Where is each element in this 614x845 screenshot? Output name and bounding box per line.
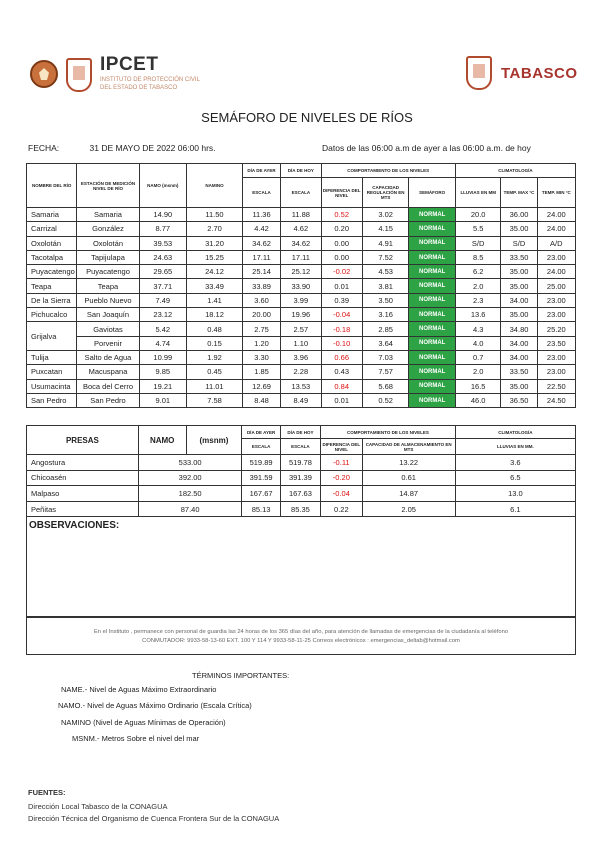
namino-value: 7.58: [187, 393, 243, 407]
letterhead: [26, 52, 586, 100]
semaforo-status: NORMAL: [409, 222, 456, 236]
station-name: Pueblo Nuevo: [77, 293, 139, 307]
table-row: [27, 336, 576, 350]
scale-ayer: 20.00: [242, 308, 280, 322]
state-name: TABASCO: [501, 65, 578, 82]
level-diff: 0.66: [321, 350, 362, 364]
scale-hoy: 25.12: [281, 265, 321, 279]
river-name: San Pedro: [27, 393, 77, 407]
dam-name: Peñitas: [27, 501, 139, 517]
capacity-value: 2.85: [362, 322, 409, 336]
date-value: 31 DE MAYO DE 2022 06:00 hrs.: [89, 143, 216, 153]
table-row: [27, 279, 576, 293]
tmin-value: 23.50: [537, 336, 575, 350]
namo-value: 19.21: [139, 379, 187, 393]
scale-ayer: 3.60: [242, 293, 280, 307]
table-row: [27, 486, 576, 502]
capacity-value: 3.02: [362, 208, 409, 222]
scale-ayer: 8.48: [242, 393, 280, 407]
dam-scale-hoy: 391.39: [280, 470, 320, 486]
col-river: NOMBRE DEL RÍO: [27, 164, 77, 208]
table-row: [27, 379, 576, 393]
namino-value: 0.15: [187, 336, 243, 350]
col-dam-msnm: (msnm): [186, 426, 242, 455]
namino-value: 33.49: [187, 279, 243, 293]
capacity-value: 4.15: [362, 222, 409, 236]
source-line1: Dirección Local Tabasco de la CONAGUA: [28, 802, 168, 811]
semaforo-status: NORMAL: [409, 336, 456, 350]
dam-rain: 6.1: [455, 501, 575, 517]
station-name: Porvenir: [77, 336, 139, 350]
dam-namo: 87.40: [138, 501, 242, 517]
tmax-value: 36.50: [501, 393, 537, 407]
source-line2: Dirección Técnica del Organismo de Cuenca Frontera Sur de la CONAGUA: [28, 814, 280, 823]
org-line2: DEL ESTADO DE TABASCO: [100, 85, 178, 91]
dam-name: Malpaso: [27, 486, 139, 502]
table-row: [27, 236, 576, 250]
observations-box: [26, 516, 576, 617]
rain-value: 2.0: [455, 279, 501, 293]
namo-value: 24.63: [139, 250, 187, 264]
col-capacity: CAPACIDAD REGULACIÓN EN MTS: [362, 178, 409, 208]
river-name: Pichucalco: [27, 308, 77, 322]
col-climate: CLIMATOLOGÍA: [455, 164, 575, 178]
namo-value: 7.49: [139, 293, 187, 307]
table-row: [27, 250, 576, 264]
tabasco-crest-icon: [466, 56, 492, 90]
scale-ayer: 1.20: [242, 336, 280, 350]
station-name: Puyacatengo: [77, 265, 139, 279]
col-dam-capacity: CAPACIDAD DE ALMACENAMIENTO EN MTS: [362, 439, 455, 455]
namino-value: 24.12: [187, 265, 243, 279]
col-scale-hoy: ESCALA: [281, 178, 321, 208]
table-row: [27, 470, 576, 486]
scale-ayer: 17.11: [242, 250, 280, 264]
tmax-value: 35.00: [501, 279, 537, 293]
namino-value: 11.50: [187, 208, 243, 222]
station-name: Salto de Agua: [77, 350, 139, 364]
scale-hoy: 13.53: [281, 379, 321, 393]
col-station: ESTACIÓN DE MEDICIÓN NIVEL DE RÍO: [77, 164, 139, 208]
semaforo-status: NORMAL: [409, 379, 456, 393]
namo-value: 37.71: [139, 279, 187, 293]
semaforo-status: NORMAL: [409, 308, 456, 322]
tmax-value: S/D: [501, 236, 537, 250]
semaforo-status: NORMAL: [409, 350, 456, 364]
col-dam-namo: NAMO: [138, 426, 186, 455]
namo-value: 23.12: [139, 308, 187, 322]
rain-value: 5.5: [455, 222, 501, 236]
table-row: [27, 265, 576, 279]
namo-value: 29.65: [139, 265, 187, 279]
tmin-value: 23.00: [537, 250, 575, 264]
dam-capacity: 13.22: [362, 455, 455, 471]
semaforo-status: NORMAL: [409, 393, 456, 407]
col-presas: PRESAS: [27, 426, 139, 455]
col-dam-diff: DIFERENCIA DEL NIVEL: [321, 439, 362, 455]
term-msnm: MSNM.- Metros Sobre el nivel del mar: [72, 734, 200, 743]
scale-ayer: 2.75: [242, 322, 280, 336]
dam-name: Angostura: [27, 455, 139, 471]
dam-scale-hoy: 167.63: [280, 486, 320, 502]
namo-value: 8.77: [139, 222, 187, 236]
col-dam-rain: LLUVIAS EN MM.: [455, 439, 575, 455]
scale-hoy: 11.88: [281, 208, 321, 222]
capacity-value: 0.52: [362, 393, 409, 407]
capacity-value: 7.57: [362, 365, 409, 379]
level-diff: 0.52: [321, 208, 362, 222]
semaforo-status: NORMAL: [409, 293, 456, 307]
station-name: Boca del Cerro: [77, 379, 139, 393]
namino-value: 11.01: [187, 379, 243, 393]
level-diff: 0.20: [321, 222, 362, 236]
station-name: González: [77, 222, 139, 236]
dam-capacity: 0.61: [362, 470, 455, 486]
table-row: [27, 293, 576, 307]
dam-capacity: 2.05: [362, 501, 455, 517]
table-row: [27, 455, 576, 471]
rain-value: 0.7: [455, 350, 501, 364]
level-diff: 0.43: [321, 365, 362, 379]
station-name: San Pedro: [77, 393, 139, 407]
semaforo-status: NORMAL: [409, 208, 456, 222]
dam-level-diff: -0.20: [321, 470, 362, 486]
col-behavior: COMPORTAMIENTO DE LOS NIVELES: [321, 164, 455, 178]
capacity-value: 4.91: [362, 236, 409, 250]
river-name: Oxolotán: [27, 236, 77, 250]
term-namo: NAMO.- Nivel de Aguas Máximo Ordinario (Escala Crítica): [58, 701, 252, 710]
dam-level-diff: -0.11: [321, 455, 362, 471]
tmin-value: 23.00: [537, 293, 575, 307]
scale-hoy: 8.49: [281, 393, 321, 407]
table-row: [27, 222, 576, 236]
station-name: Samaria: [77, 208, 139, 222]
org-name: IPCET: [100, 54, 159, 75]
tmin-value: 23.00: [537, 365, 575, 379]
tmax-value: 35.00: [501, 265, 537, 279]
dam-scale-ayer: 167.67: [242, 486, 280, 502]
capacity-value: 4.53: [362, 265, 409, 279]
tabasco-crest-icon: [66, 58, 92, 92]
capacity-value: 5.68: [362, 379, 409, 393]
station-name: Oxolotán: [77, 236, 139, 250]
station-name: Macuspana: [77, 365, 139, 379]
level-diff: 0.84: [321, 379, 362, 393]
scale-hoy: 2.57: [281, 322, 321, 336]
dam-namo: 533.00: [138, 455, 242, 471]
namo-value: 10.99: [139, 350, 187, 364]
level-diff: -0.02: [321, 265, 362, 279]
term-namino: NAMINO (Nivel de Aguas Mínimas de Operación): [61, 718, 226, 727]
tmax-value: 34.80: [501, 322, 537, 336]
scale-hoy: 1.10: [281, 336, 321, 350]
river-name: Tulija: [27, 350, 77, 364]
col-dam-today: DÍA DE HOY: [280, 426, 320, 439]
institute-note-line1: En el Instituto , permanece con personal de guardia las 24 horas de los 365 días del año, para atención de llamadas de emergencias de la ciudadanía al teléfono: [93, 629, 509, 635]
station-name: Teapa: [77, 279, 139, 293]
scale-ayer: 3.30: [242, 350, 280, 364]
namino-value: 31.20: [187, 236, 243, 250]
institute-note: [26, 617, 576, 655]
capacity-value: 3.81: [362, 279, 409, 293]
col-tmax: TEMP. MAX °C: [501, 178, 537, 208]
col-dam-scale-ayer: ESCALA: [242, 439, 280, 455]
capacity-value: 7.52: [362, 250, 409, 264]
tmax-value: 34.00: [501, 293, 537, 307]
terms-title: TÉRMINOS IMPORTANTES:: [192, 671, 290, 680]
level-diff: 0.00: [321, 236, 362, 250]
table-row: [27, 208, 576, 222]
protection-civil-seal-icon: [30, 60, 58, 88]
dam-rain: 13.0: [455, 486, 575, 502]
level-diff: 0.01: [321, 393, 362, 407]
namino-value: 0.48: [187, 322, 243, 336]
rain-value: 46.0: [455, 393, 501, 407]
river-name: Grijalva: [27, 322, 77, 351]
namino-value: 1.92: [187, 350, 243, 364]
page-title: SEMÁFORO DE NIVELES DE RÍOS: [201, 110, 413, 125]
scale-ayer: 1.85: [242, 365, 280, 379]
tmin-value: 25.00: [537, 279, 575, 293]
scale-hoy: 3.99: [281, 293, 321, 307]
institute-note-line2: CONMUTADOR: 9933-58-13-60 EXT. 100 Y 114 Y 9933-58-11-25 Correos electrónicos : emergencias_deltab@hotmail.com: [142, 638, 460, 644]
tmin-value: 23.00: [537, 308, 575, 322]
table-row: [27, 365, 576, 379]
sources: [28, 787, 279, 825]
rain-value: 20.0: [455, 208, 501, 222]
tmin-value: 24.00: [537, 265, 575, 279]
dam-level-diff: -0.04: [321, 486, 362, 502]
tmax-value: 34.00: [501, 336, 537, 350]
dam-capacity: 14.87: [362, 486, 455, 502]
scale-ayer: 33.89: [242, 279, 280, 293]
semaforo-status: NORMAL: [409, 322, 456, 336]
dams-table: [26, 425, 576, 517]
dam-name: Chicoasén: [27, 470, 139, 486]
dam-scale-ayer: 85.13: [242, 501, 280, 517]
namo-value: 9.01: [139, 393, 187, 407]
rivers-table: [26, 163, 576, 408]
col-dam-climate: CLIMATOLOGÍA: [455, 426, 575, 439]
dam-scale-ayer: 519.89: [242, 455, 280, 471]
river-name: Carrizal: [27, 222, 77, 236]
tmax-value: 35.00: [501, 308, 537, 322]
semaforo-status: NORMAL: [409, 236, 456, 250]
table-row: [27, 322, 576, 336]
level-diff: 0.01: [321, 279, 362, 293]
scale-hoy: 19.96: [281, 308, 321, 322]
date-row: [28, 143, 244, 153]
table-row: [27, 308, 576, 322]
scale-ayer: 4.42: [242, 222, 280, 236]
rain-value: 2.3: [455, 293, 501, 307]
level-diff: 0.39: [321, 293, 362, 307]
tmax-value: 35.00: [501, 379, 537, 393]
namino-value: 0.45: [187, 365, 243, 379]
dam-scale-ayer: 391.59: [242, 470, 280, 486]
tmax-value: 34.00: [501, 350, 537, 364]
rain-value: S/D: [455, 236, 501, 250]
tmin-value: 24.00: [537, 208, 575, 222]
tmax-value: 35.00: [501, 222, 537, 236]
table-row: [27, 501, 576, 517]
dam-rain: 6.5: [455, 470, 575, 486]
table-row: [27, 393, 576, 407]
capacity-value: 3.16: [362, 308, 409, 322]
tmax-value: 33.50: [501, 250, 537, 264]
river-name: Usumacinta: [27, 379, 77, 393]
org-line1: INSTITUTO DE PROTECCIÓN CIVIL: [100, 77, 200, 83]
sources-title: FUENTES:: [28, 788, 66, 797]
namo-value: 14.90: [139, 208, 187, 222]
semaforo-status: NORMAL: [409, 365, 456, 379]
semaforo-status: NORMAL: [409, 250, 456, 264]
rain-value: 2.0: [455, 365, 501, 379]
river-name: Puyacatengo: [27, 265, 77, 279]
rain-value: 4.0: [455, 336, 501, 350]
namo-value: 5.42: [139, 322, 187, 336]
river-name: Puxcatan: [27, 365, 77, 379]
col-namino: NAMINO: [187, 164, 243, 208]
col-semaforo: SEMÁFORO: [409, 178, 456, 208]
col-today: DÍA DE HOY: [281, 164, 321, 178]
date-label: FECHA:: [28, 143, 60, 153]
dam-namo: 182.50: [138, 486, 242, 502]
tmin-value: 24.50: [537, 393, 575, 407]
data-period: Datos de las 06:00 a.m de ayer a las 06:00 a.m. de hoy: [322, 143, 531, 153]
tmin-value: 22.50: [537, 379, 575, 393]
namo-value: 39.53: [139, 236, 187, 250]
level-diff: -0.18: [321, 322, 362, 336]
observations-label: OBSERVACIONES:: [29, 520, 120, 531]
scale-ayer: 34.62: [242, 236, 280, 250]
tmax-value: 33.50: [501, 365, 537, 379]
tmin-value: A/D: [537, 236, 575, 250]
tmin-value: 24.00: [537, 222, 575, 236]
dam-scale-hoy: 519.78: [280, 455, 320, 471]
col-dam-scale-hoy: ESCALA: [280, 439, 320, 455]
station-name: Tapijulapa: [77, 250, 139, 264]
station-name: Gaviotas: [77, 322, 139, 336]
col-namo: NAMO (msnm): [139, 164, 187, 208]
namino-value: 1.41: [187, 293, 243, 307]
term-name: NAME.- Nivel de Aguas Máximo Extraordinario: [61, 685, 217, 694]
rain-value: 6.2: [455, 265, 501, 279]
col-diff: DIFERENCIA DEL NIVEL: [321, 178, 362, 208]
col-dam-behavior: COMPORTAMIENTO DE LOS NIVELES: [321, 426, 456, 439]
tmax-value: 36.00: [501, 208, 537, 222]
scale-hoy: 33.90: [281, 279, 321, 293]
col-dam-day-before: DÍA DE AYER: [242, 426, 280, 439]
namino-value: 2.70: [187, 222, 243, 236]
level-diff: -0.10: [321, 336, 362, 350]
river-name: De la Sierra: [27, 293, 77, 307]
level-diff: -0.04: [321, 308, 362, 322]
scale-hoy: 34.62: [281, 236, 321, 250]
river-name: Tacotalpa: [27, 250, 77, 264]
semaforo-status: NORMAL: [409, 279, 456, 293]
rain-value: 8.5: [455, 250, 501, 264]
scale-hoy: 4.62: [281, 222, 321, 236]
rain-value: 16.5: [455, 379, 501, 393]
tmin-value: 25.20: [537, 322, 575, 336]
semaforo-status: NORMAL: [409, 265, 456, 279]
col-tmin: TEMP. MIN °C: [537, 178, 575, 208]
rain-value: 13.6: [455, 308, 501, 322]
dam-rain: 3.6: [455, 455, 575, 471]
col-scale-ayer: ESCALA: [242, 178, 280, 208]
capacity-value: 3.50: [362, 293, 409, 307]
station-name: San Joaquín: [77, 308, 139, 322]
dam-level-diff: 0.22: [321, 501, 362, 517]
table-row: [27, 350, 576, 364]
org-subtitle: [100, 76, 240, 92]
dam-scale-hoy: 85.35: [280, 501, 320, 517]
scale-hoy: 2.28: [281, 365, 321, 379]
river-name: Teapa: [27, 279, 77, 293]
col-day-before: DÍA DE AYER: [242, 164, 280, 178]
scale-hoy: 3.96: [281, 350, 321, 364]
tmin-value: 23.00: [537, 350, 575, 364]
level-diff: 0.00: [321, 250, 362, 264]
scale-hoy: 17.11: [281, 250, 321, 264]
scale-ayer: 25.14: [242, 265, 280, 279]
namino-value: 15.25: [187, 250, 243, 264]
rain-value: 4.3: [455, 322, 501, 336]
namo-value: 9.85: [139, 365, 187, 379]
river-name: Samaria: [27, 208, 77, 222]
scale-ayer: 12.69: [242, 379, 280, 393]
capacity-value: 3.64: [362, 336, 409, 350]
namino-value: 18.12: [187, 308, 243, 322]
col-rain: LLUVIAS EN MM: [455, 178, 501, 208]
scale-ayer: 11.36: [242, 208, 280, 222]
dam-namo: 392.00: [138, 470, 242, 486]
namo-value: 4.74: [139, 336, 187, 350]
capacity-value: 7.03: [362, 350, 409, 364]
